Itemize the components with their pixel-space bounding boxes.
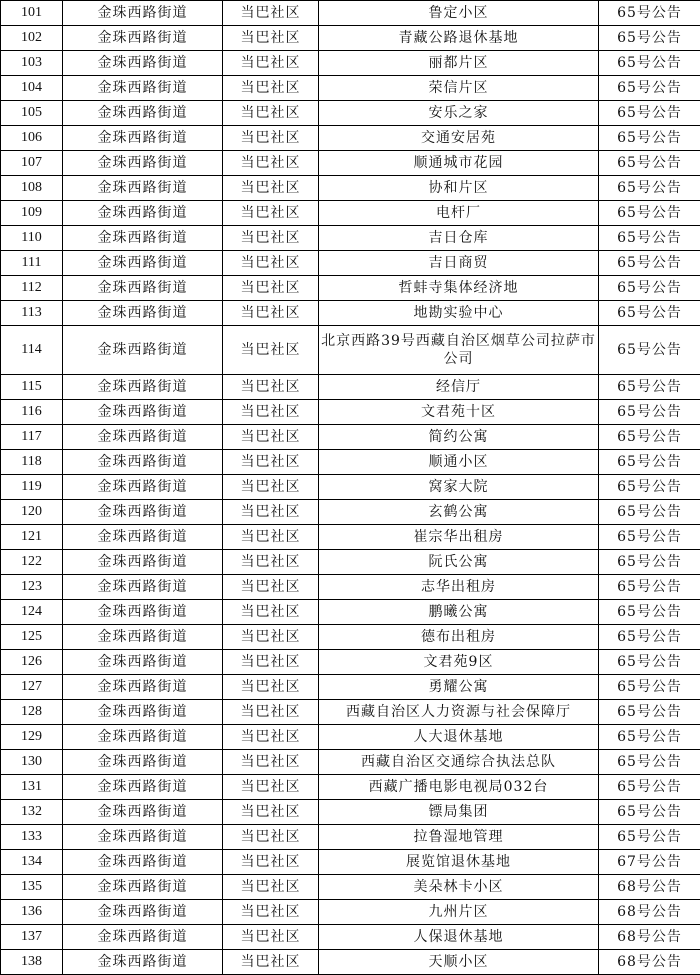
notice-cell: 65号公告 [599, 475, 700, 500]
street-cell: 金珠西路街道 [63, 326, 223, 375]
table-row [1, 26, 700, 51]
community-cell: 当巴社区 [223, 700, 319, 725]
community-cell: 当巴社区 [223, 375, 319, 400]
community-cell: 当巴社区 [223, 475, 319, 500]
community-cell: 当巴社区 [223, 650, 319, 675]
row-number-cell: 114 [1, 326, 63, 375]
table-row [1, 850, 700, 875]
community-cell: 当巴社区 [223, 550, 319, 575]
street-cell: 金珠西路街道 [63, 825, 223, 850]
row-number-cell: 122 [1, 550, 63, 575]
site-cell: 地勘实验中心 [319, 301, 599, 326]
notice-cell: 65号公告 [599, 326, 700, 375]
notice-cell: 65号公告 [599, 101, 700, 126]
table-row [1, 76, 700, 101]
notice-cell: 65号公告 [599, 51, 700, 76]
community-cell: 当巴社区 [223, 825, 319, 850]
site-cell: 天顺小区 [319, 950, 599, 975]
table-row [1, 126, 700, 151]
row-number-cell: 103 [1, 51, 63, 76]
table-row [1, 950, 700, 975]
street-cell: 金珠西路街道 [63, 725, 223, 750]
table-row [1, 650, 700, 675]
table-row [1, 276, 700, 301]
row-number-cell: 113 [1, 301, 63, 326]
community-cell: 当巴社区 [223, 276, 319, 301]
community-cell: 当巴社区 [223, 925, 319, 950]
site-cell: 展览馆退休基地 [319, 850, 599, 875]
site-cell: 协和片区 [319, 176, 599, 201]
row-number-cell: 134 [1, 850, 63, 875]
site-cell: 经信厅 [319, 375, 599, 400]
street-cell: 金珠西路街道 [63, 850, 223, 875]
notice-cell: 65号公告 [599, 825, 700, 850]
site-cell: 美朵林卡小区 [319, 875, 599, 900]
community-cell: 当巴社区 [223, 500, 319, 525]
table-row [1, 226, 700, 251]
street-cell: 金珠西路街道 [63, 475, 223, 500]
site-cell: 简约公寓 [319, 425, 599, 450]
notice-cell: 65号公告 [599, 725, 700, 750]
row-number-cell: 101 [1, 1, 63, 26]
notice-cell: 65号公告 [599, 650, 700, 675]
notice-cell: 65号公告 [599, 600, 700, 625]
notice-cell: 68号公告 [599, 900, 700, 925]
site-cell: 顺通城市花园 [319, 151, 599, 176]
table-row [1, 375, 700, 400]
street-cell: 金珠西路街道 [63, 700, 223, 725]
street-cell: 金珠西路街道 [63, 750, 223, 775]
street-cell: 金珠西路街道 [63, 226, 223, 251]
row-number-cell: 102 [1, 26, 63, 51]
table-row [1, 326, 700, 375]
notice-cell: 65号公告 [599, 500, 700, 525]
site-cell: 人保退休基地 [319, 925, 599, 950]
site-cell: 西藏自治区人力资源与社会保障厅 [319, 700, 599, 725]
community-cell: 当巴社区 [223, 51, 319, 76]
street-cell: 金珠西路街道 [63, 950, 223, 975]
site-cell: 电杆厂 [319, 201, 599, 226]
table-row [1, 775, 700, 800]
notice-cell: 65号公告 [599, 425, 700, 450]
street-cell: 金珠西路街道 [63, 625, 223, 650]
notice-cell: 65号公告 [599, 675, 700, 700]
site-cell: 西藏广播电影电视局032台 [319, 775, 599, 800]
street-cell: 金珠西路街道 [63, 26, 223, 51]
street-cell: 金珠西路街道 [63, 775, 223, 800]
table-row [1, 550, 700, 575]
row-number-cell: 109 [1, 201, 63, 226]
row-number-cell: 137 [1, 925, 63, 950]
site-cell: 吉日仓库 [319, 226, 599, 251]
row-number-cell: 107 [1, 151, 63, 176]
row-number-cell: 124 [1, 600, 63, 625]
site-cell: 哲蚌寺集体经济地 [319, 276, 599, 301]
table-row [1, 101, 700, 126]
table-row [1, 400, 700, 425]
notice-cell: 65号公告 [599, 575, 700, 600]
site-cell: 北京西路39号西藏自治区烟草公司拉萨市公司 [319, 326, 599, 375]
community-cell: 当巴社区 [223, 176, 319, 201]
table-row [1, 425, 700, 450]
table-row [1, 925, 700, 950]
table-row [1, 500, 700, 525]
site-cell: 崔宗华出租房 [319, 525, 599, 550]
notice-cell: 65号公告 [599, 800, 700, 825]
table-row [1, 800, 700, 825]
community-cell: 当巴社区 [223, 1, 319, 26]
table-row [1, 725, 700, 750]
community-cell: 当巴社区 [223, 800, 319, 825]
notice-cell: 65号公告 [599, 400, 700, 425]
row-number-cell: 118 [1, 450, 63, 475]
notice-cell: 65号公告 [599, 301, 700, 326]
street-cell: 金珠西路街道 [63, 1, 223, 26]
street-cell: 金珠西路街道 [63, 875, 223, 900]
community-cell: 当巴社区 [223, 76, 319, 101]
table-row [1, 176, 700, 201]
row-number-cell: 121 [1, 525, 63, 550]
street-cell: 金珠西路街道 [63, 450, 223, 475]
row-number-cell: 105 [1, 101, 63, 126]
table-row [1, 475, 700, 500]
table-row [1, 525, 700, 550]
community-cell: 当巴社区 [223, 850, 319, 875]
row-number-cell: 117 [1, 425, 63, 450]
street-cell: 金珠西路街道 [63, 251, 223, 276]
site-cell: 阮氏公寓 [319, 550, 599, 575]
row-number-cell: 138 [1, 950, 63, 975]
community-cell: 当巴社区 [223, 26, 319, 51]
street-cell: 金珠西路街道 [63, 550, 223, 575]
street-cell: 金珠西路街道 [63, 600, 223, 625]
row-number-cell: 115 [1, 375, 63, 400]
table-row [1, 1, 700, 26]
row-number-cell: 106 [1, 126, 63, 151]
community-cell: 当巴社区 [223, 950, 319, 975]
notice-cell: 65号公告 [599, 76, 700, 101]
table-row [1, 875, 700, 900]
table-body [1, 1, 700, 975]
site-cell: 勇耀公寓 [319, 675, 599, 700]
notice-cell: 65号公告 [599, 750, 700, 775]
community-cell: 当巴社区 [223, 201, 319, 226]
street-cell: 金珠西路街道 [63, 675, 223, 700]
row-number-cell: 130 [1, 750, 63, 775]
row-number-cell: 132 [1, 800, 63, 825]
site-cell: 鲁定小区 [319, 1, 599, 26]
street-cell: 金珠西路街道 [63, 276, 223, 301]
table-row [1, 700, 700, 725]
notice-cell: 65号公告 [599, 375, 700, 400]
community-cell: 当巴社区 [223, 525, 319, 550]
table-row [1, 575, 700, 600]
row-number-cell: 108 [1, 176, 63, 201]
row-number-cell: 119 [1, 475, 63, 500]
row-number-cell: 127 [1, 675, 63, 700]
notice-cell: 65号公告 [599, 201, 700, 226]
street-cell: 金珠西路街道 [63, 301, 223, 326]
street-cell: 金珠西路街道 [63, 900, 223, 925]
community-cell: 当巴社区 [223, 226, 319, 251]
community-cell: 当巴社区 [223, 875, 319, 900]
notice-cell: 65号公告 [599, 525, 700, 550]
notice-cell: 68号公告 [599, 925, 700, 950]
street-cell: 金珠西路街道 [63, 925, 223, 950]
table-row [1, 301, 700, 326]
community-cell: 当巴社区 [223, 900, 319, 925]
row-number-cell: 111 [1, 251, 63, 276]
site-cell: 青藏公路退休基地 [319, 26, 599, 51]
notice-cell: 65号公告 [599, 276, 700, 301]
row-number-cell: 125 [1, 625, 63, 650]
street-cell: 金珠西路街道 [63, 400, 223, 425]
community-cell: 当巴社区 [223, 450, 319, 475]
site-cell: 西藏自治区交通综合执法总队 [319, 750, 599, 775]
street-cell: 金珠西路街道 [63, 76, 223, 101]
notice-cell: 65号公告 [599, 26, 700, 51]
community-cell: 当巴社区 [223, 301, 319, 326]
site-cell: 玄鹤公寓 [319, 500, 599, 525]
site-cell: 文君苑9区 [319, 650, 599, 675]
table-row [1, 600, 700, 625]
site-cell: 志华出租房 [319, 575, 599, 600]
community-cell: 当巴社区 [223, 625, 319, 650]
site-cell: 荣信片区 [319, 76, 599, 101]
table-row [1, 900, 700, 925]
row-number-cell: 136 [1, 900, 63, 925]
community-cell: 当巴社区 [223, 575, 319, 600]
row-number-cell: 120 [1, 500, 63, 525]
street-cell: 金珠西路街道 [63, 425, 223, 450]
row-number-cell: 133 [1, 825, 63, 850]
site-cell: 交通安居苑 [319, 126, 599, 151]
row-number-cell: 104 [1, 76, 63, 101]
table-row [1, 625, 700, 650]
site-cell: 安乐之家 [319, 101, 599, 126]
row-number-cell: 126 [1, 650, 63, 675]
community-cell: 当巴社区 [223, 126, 319, 151]
community-cell: 当巴社区 [223, 600, 319, 625]
community-cell: 当巴社区 [223, 775, 319, 800]
notice-cell: 65号公告 [599, 625, 700, 650]
site-cell: 镖局集团 [319, 800, 599, 825]
street-cell: 金珠西路街道 [63, 201, 223, 226]
street-cell: 金珠西路街道 [63, 101, 223, 126]
row-number-cell: 123 [1, 575, 63, 600]
row-number-cell: 116 [1, 400, 63, 425]
notice-cell: 65号公告 [599, 251, 700, 276]
table-row [1, 675, 700, 700]
notice-cell: 68号公告 [599, 950, 700, 975]
notice-cell: 67号公告 [599, 850, 700, 875]
street-cell: 金珠西路街道 [63, 51, 223, 76]
community-cell: 当巴社区 [223, 725, 319, 750]
row-number-cell: 110 [1, 226, 63, 251]
notice-cell: 65号公告 [599, 550, 700, 575]
notice-cell: 65号公告 [599, 1, 700, 26]
community-cell: 当巴社区 [223, 675, 319, 700]
site-cell: 吉日商贸 [319, 251, 599, 276]
community-cell: 当巴社区 [223, 101, 319, 126]
site-cell: 人大退休基地 [319, 725, 599, 750]
row-number-cell: 129 [1, 725, 63, 750]
community-cell: 当巴社区 [223, 326, 319, 375]
table-row [1, 151, 700, 176]
notice-cell: 65号公告 [599, 450, 700, 475]
site-cell: 九州片区 [319, 900, 599, 925]
community-cell: 当巴社区 [223, 750, 319, 775]
street-cell: 金珠西路街道 [63, 126, 223, 151]
row-number-cell: 131 [1, 775, 63, 800]
table-row [1, 201, 700, 226]
row-number-cell: 128 [1, 700, 63, 725]
street-cell: 金珠西路街道 [63, 375, 223, 400]
street-cell: 金珠西路街道 [63, 176, 223, 201]
table-row [1, 450, 700, 475]
table-row [1, 750, 700, 775]
community-cell: 当巴社区 [223, 251, 319, 276]
notice-cell: 65号公告 [599, 226, 700, 251]
table-row [1, 51, 700, 76]
site-cell: 窝家大院 [319, 475, 599, 500]
street-cell: 金珠西路街道 [63, 151, 223, 176]
table-row [1, 251, 700, 276]
notice-cell: 65号公告 [599, 775, 700, 800]
street-cell: 金珠西路街道 [63, 525, 223, 550]
street-cell: 金珠西路街道 [63, 800, 223, 825]
site-cell: 丽都片区 [319, 51, 599, 76]
notice-cell: 65号公告 [599, 126, 700, 151]
site-cell: 文君苑十区 [319, 400, 599, 425]
site-cell: 德布出租房 [319, 625, 599, 650]
notice-cell: 65号公告 [599, 176, 700, 201]
community-cell: 当巴社区 [223, 151, 319, 176]
notice-cell: 65号公告 [599, 151, 700, 176]
community-cell: 当巴社区 [223, 425, 319, 450]
site-cell: 拉鲁湿地管理 [319, 825, 599, 850]
notice-cell: 65号公告 [599, 700, 700, 725]
street-cell: 金珠西路街道 [63, 575, 223, 600]
table-row [1, 825, 700, 850]
row-number-cell: 112 [1, 276, 63, 301]
street-cell: 金珠西路街道 [63, 650, 223, 675]
site-cell: 顺通小区 [319, 450, 599, 475]
row-number-cell: 135 [1, 875, 63, 900]
community-cell: 当巴社区 [223, 400, 319, 425]
notice-cell: 68号公告 [599, 875, 700, 900]
site-cell: 鹏曦公寓 [319, 600, 599, 625]
street-cell: 金珠西路街道 [63, 500, 223, 525]
